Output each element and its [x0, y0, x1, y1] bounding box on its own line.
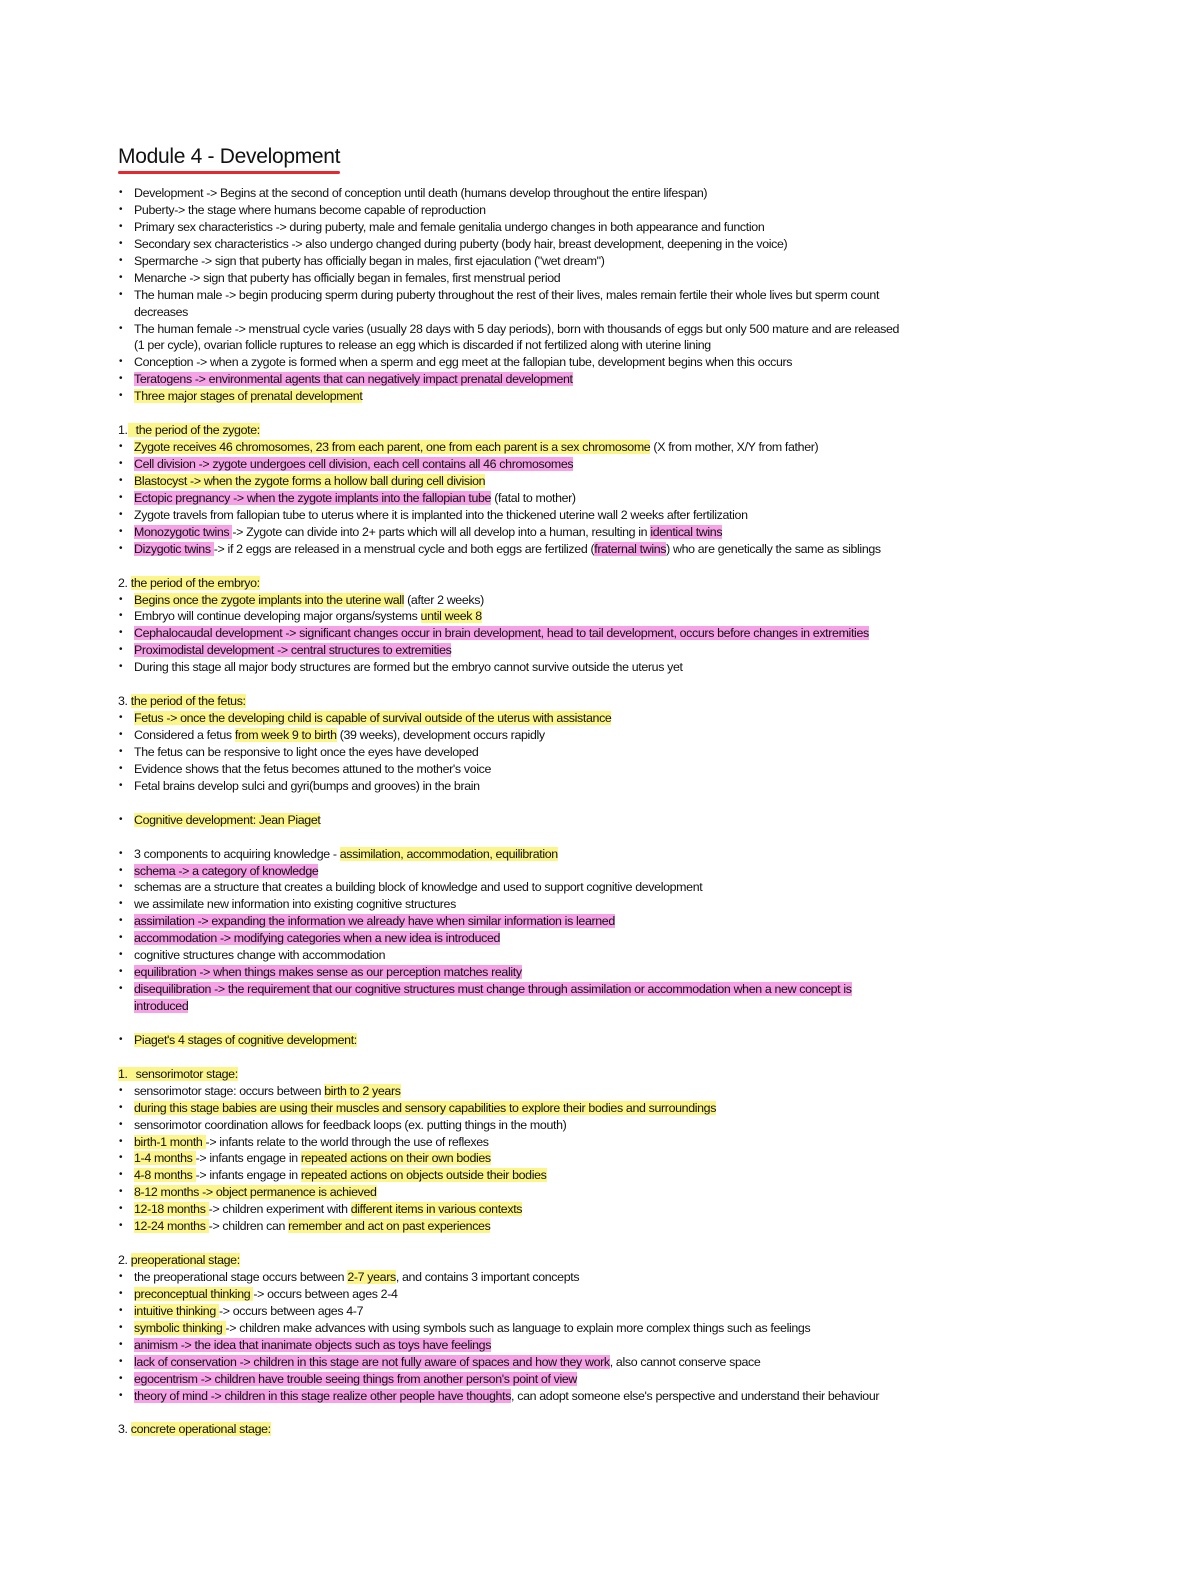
list-item: • birth-1 month -> infants relate to the world through the use of reflexes	[118, 1134, 1078, 1151]
title-underline	[118, 171, 340, 174]
list-item: • Three major stages of prenatal development	[118, 388, 1078, 405]
list-item: • 3 components to acquiring knowledge - assimilation, accommodation, equilibration	[118, 846, 1078, 863]
list-item: • Zygote travels from fallopian tube to uterus where it is implanted into the thickened uterine wall 2 weeks after fertilization	[118, 507, 1078, 524]
list-item-continuation: decreases	[134, 304, 189, 319]
list-item: • egocentrism -> children have trouble seeing things from another person's point of view	[118, 1371, 1078, 1388]
list-item: • Conception -> when a zygote is formed when a sperm and egg meet at the fallopian tube, development begins when this occurs	[118, 354, 1078, 371]
list-item: • 1-4 months -> infants engage in repeated actions on their own bodies	[118, 1150, 1078, 1167]
list-item: • we assimilate new information into existing cognitive structures	[118, 896, 1078, 913]
list-item: • 8-12 months -> object permanence is achieved	[118, 1184, 1078, 1201]
list-item: • Embryo will continue developing major organs/systems until week 8	[118, 608, 1078, 625]
list-item: • Zygote receives 46 chromosomes, 23 from each parent, one from each parent is a sex chromosome (X from mother, X/Y from father)	[118, 439, 1078, 456]
list-item: • Cephalocaudal development -> significant changes occur in brain development, head to tail development, occurs before changes in extremities	[118, 625, 1078, 642]
list-item: • cognitive structures change with accommodation	[118, 947, 1078, 964]
section-heading-zygote: 1. the period of the zygote:	[118, 423, 260, 438]
page-title-text: Module 4 - Development	[118, 145, 341, 168]
list-item: • assimilation -> expanding the information we already have when similar information is learned	[118, 913, 1078, 930]
list-item: • equilibration -> when things makes sense as our perception matches reality	[118, 964, 1078, 981]
section-heading-sensorimotor: 1. sensorimotor stage:	[118, 1066, 238, 1081]
page-title	[118, 144, 340, 170]
list-item: • 12-18 months -> children experiment with different items in various contexts	[118, 1201, 1078, 1218]
list-item: • Fetal brains develop sulci and gyri(bumps and grooves) in the brain	[118, 778, 1078, 795]
list-item: • animism -> the idea that inanimate objects such as toys have feelings	[118, 1337, 1078, 1354]
list-item: • Blastocyst -> when the zygote forms a hollow ball during cell division	[118, 473, 1078, 490]
section-heading-preoperational: 2. preoperational stage:	[118, 1253, 240, 1268]
list-item: • sensorimotor stage: occurs between birth to 2 years	[118, 1083, 1078, 1100]
list-item: • The human female -> menstrual cycle varies (usually 28 days with 5 day periods), born with thousands of eggs but only 500 mature and are released	[118, 321, 1078, 338]
list-item: • lack of conservation -> children in this stage are not fully aware of spaces and how they work, also cannot conserve space	[118, 1354, 1078, 1371]
list-item: • Primary sex characteristics -> during puberty, male and female genitalia undergo changes in both appearance and function	[118, 219, 1078, 236]
list-item: • Proximodistal development -> central structures to extremities	[118, 642, 1078, 659]
list-item: • the preoperational stage occurs between 2-7 years, and contains 3 important concepts	[118, 1269, 1078, 1286]
section-heading-fetus: 3. the period of the fetus:	[118, 694, 246, 709]
list-item: • during this stage babies are using their muscles and sensory capabilities to explore their bodies and surroundings	[118, 1100, 1078, 1117]
list-item: • accommodation -> modifying categories when a new idea is introduced	[118, 930, 1078, 947]
list-item: • preconceptual thinking -> occurs between ages 2-4	[118, 1286, 1078, 1303]
section-heading-embryo: 2. the period of the embryo:	[118, 575, 260, 590]
list-item: • theory of mind -> children in this stage realize other people have thoughts, can adopt someone else's perspective and understand their behaviour	[118, 1388, 1078, 1405]
list-item: • schema -> a category of knowledge	[118, 863, 1078, 880]
list-item: • sensorimotor coordination allows for feedback loops (ex. putting things in the mouth)	[118, 1117, 1078, 1134]
list-item-continuation: introduced	[134, 999, 189, 1013]
list-item: • Considered a fetus from week 9 to birth (39 weeks), development occurs rapidly	[118, 727, 1078, 744]
notes-body	[118, 185, 1078, 1438]
list-item: • Puberty-> the stage where humans become capable of reproduction	[118, 202, 1078, 219]
list-item: • Development -> Begins at the second of conception until death (humans develop throughout the entire lifespan)	[118, 185, 1078, 202]
list-item: • schemas are a structure that creates a building block of knowledge and used to support cognitive development	[118, 879, 1078, 896]
list-item: • Evidence shows that the fetus becomes attuned to the mother's voice	[118, 761, 1078, 778]
list-item: • Cell division -> zygote undergoes cell division, each cell contains all 46 chromosomes	[118, 456, 1078, 473]
list-item: • Dizygotic twins -> if 2 eggs are released in a menstrual cycle and both eggs are fertilized (fraternal twins) who are genetically the same as siblings	[118, 541, 1078, 558]
list-item: • 12-24 months -> children can remember and act on past experiences	[118, 1218, 1078, 1235]
list-item: • Teratogens -> environmental agents that can negatively impact prenatal development	[118, 371, 1078, 388]
list-item: • Ectopic pregnancy -> when the zygote implants into the fallopian tube (fatal to mother)	[118, 490, 1078, 507]
list-item: • 4-8 months -> infants engage in repeated actions on objects outside their bodies	[118, 1167, 1078, 1184]
list-item: • disequilibration -> the requirement that our cognitive structures must change through assimilation or accommodation when a new concept is	[118, 981, 1078, 998]
section-heading-concrete-operational: 3. concrete operational stage:	[118, 1422, 271, 1437]
list-item: • The human male -> begin producing sperm during puberty throughout the rest of their lives, males remain fertile their whole lives but sperm count	[118, 287, 1078, 304]
list-item: • Spermarche -> sign that puberty has officially began in males, first ejaculation ("wet dream")	[118, 253, 1078, 270]
list-item: • The fetus can be responsive to light once the eyes have developed	[118, 744, 1078, 761]
list-item-continuation: (1 per cycle), ovarian follicle ruptures to release an egg which is discarded if not fertilized along with uterine lining	[134, 338, 711, 353]
list-item: • Menarche -> sign that puberty has officially began in females, first menstrual period	[118, 270, 1078, 287]
list-item: • Begins once the zygote implants into the uterine wall (after 2 weeks)	[118, 592, 1078, 609]
list-item: • Fetus -> once the developing child is capable of survival outside of the uterus with assistance	[118, 710, 1078, 727]
list-item: • intuitive thinking -> occurs between ages 4-7	[118, 1303, 1078, 1320]
list-item: • Monozygotic twins -> Zygote can divide into 2+ parts which will all develop into a human, resulting in identical twins	[118, 524, 1078, 541]
list-item: • Secondary sex characteristics -> also undergo changed during puberty (body hair, breast development, deepening in the voice)	[118, 236, 1078, 253]
list-item: • During this stage all major body structures are formed but the embryo cannot survive outside the uterus yet	[118, 659, 1078, 676]
section-heading-piaget: • Piaget's 4 stages of cognitive development:	[118, 1032, 1078, 1049]
list-item: • symbolic thinking -> children make advances with using symbols such as language to explain more complex things such as feelings	[118, 1320, 1078, 1337]
section-heading-cognitive: • Cognitive development: Jean Piaget	[118, 812, 1078, 829]
